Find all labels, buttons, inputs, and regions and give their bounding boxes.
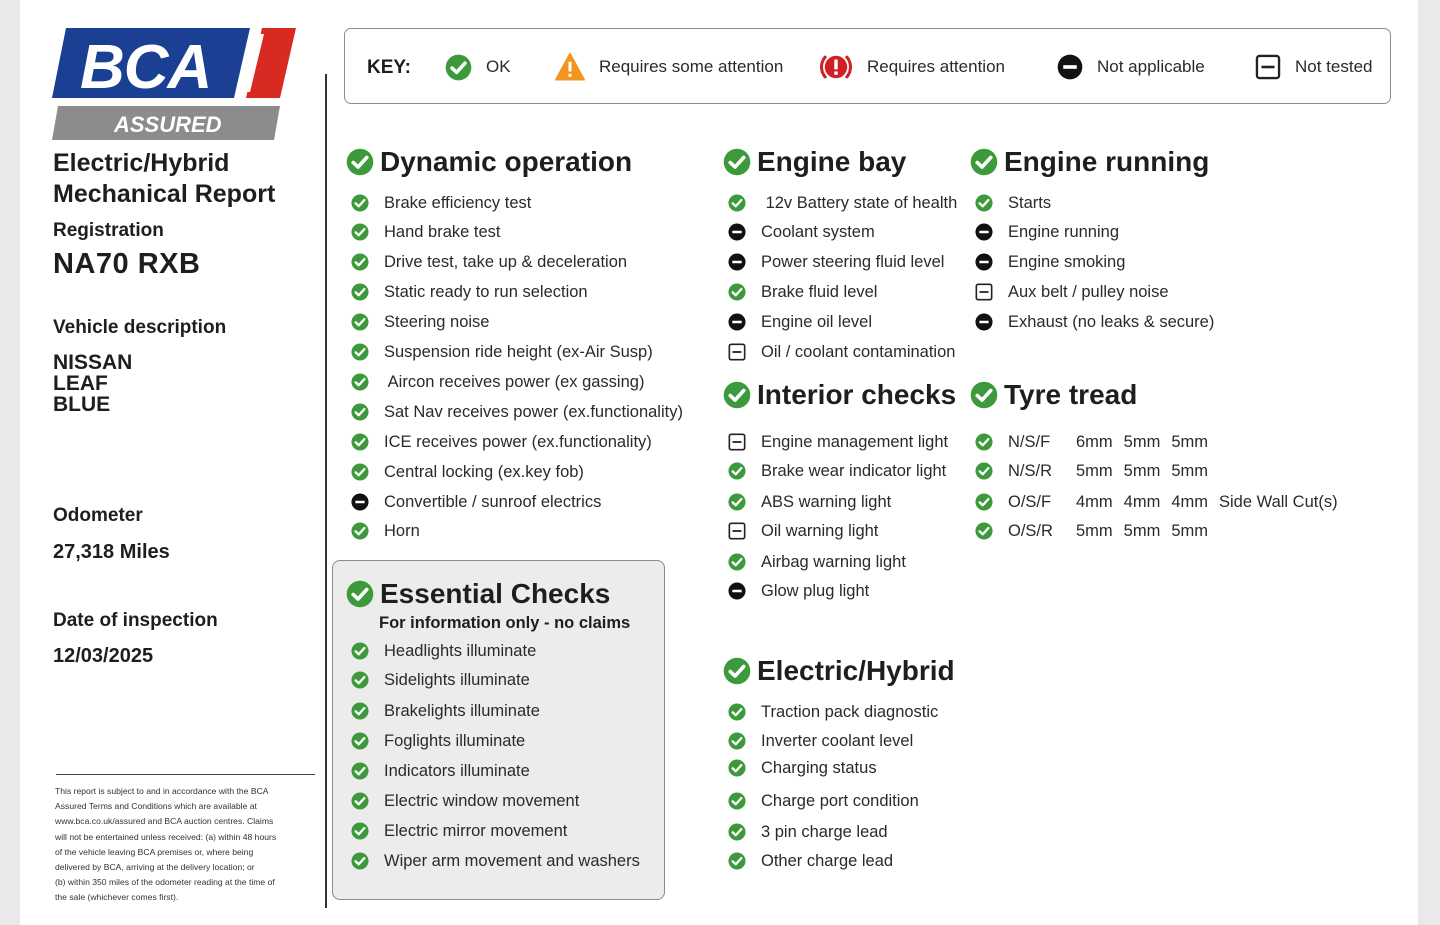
check-item-label: 12v Battery state of health <box>761 193 958 212</box>
section-title-essential-checks <box>346 578 610 610</box>
section-title-text: Essential Checks <box>380 578 611 609</box>
status-key <box>344 28 1391 104</box>
check-item-label: Hand brake test <box>384 222 501 241</box>
check-item <box>728 580 869 602</box>
check-item-label: Other charge lead <box>761 851 894 870</box>
ok-check-icon <box>970 148 998 176</box>
check-item-label: Drive test, take up & deceleration <box>384 252 628 271</box>
tyre-position: O/S/F <box>1008 492 1052 511</box>
section-title-text: Tyre tread <box>1004 379 1138 410</box>
check-item <box>728 821 888 843</box>
ok-check-icon <box>351 403 370 421</box>
check-item-label: Indicators illuminate <box>384 761 530 780</box>
ok-check-icon <box>351 522 370 540</box>
registration-value: NA70 RXB <box>53 248 201 280</box>
section-title-text: Engine bay <box>757 146 907 177</box>
check-item <box>351 341 653 363</box>
check-item-label: Charge port condition <box>761 791 919 810</box>
check-item-label: Electric mirror movement <box>384 821 568 840</box>
check-item-label: ICE receives power (ex.functionality) <box>384 432 652 451</box>
check-item-label: Coolant system <box>761 222 875 241</box>
check-item-label: Glow plug light <box>761 581 870 600</box>
report-page <box>20 0 1418 925</box>
check-item-label: Engine management light <box>761 432 949 451</box>
not-tested-icon <box>728 433 747 451</box>
disclaimer-line: www.bca.co.uk/assured and BCA auction centres. Claims <box>55 816 274 827</box>
not-applicable-icon <box>1057 54 1083 80</box>
ok-check-icon <box>351 313 370 331</box>
check-item-label: Engine oil level <box>761 312 872 331</box>
check-item-label: Suspension ride height (ex-Air Susp) <box>384 342 653 361</box>
check-item-label: Traction pack diagnostic <box>761 702 939 721</box>
not-applicable-icon <box>728 582 747 600</box>
tread-depth: 5mm <box>1076 461 1113 480</box>
ok-check-icon <box>351 702 370 720</box>
ok-check-icon <box>728 283 747 301</box>
ok-check-icon <box>351 762 370 780</box>
ok-check-icon <box>728 703 747 721</box>
tread-depth: 5mm <box>1171 521 1209 540</box>
ok-check-icon <box>351 223 370 241</box>
check-item <box>351 461 584 483</box>
check-item-label: Oil warning light <box>761 521 879 540</box>
check-item <box>728 192 957 214</box>
disclaimer-line: of the vehicle leaving BCA premises or, where being <box>55 846 254 857</box>
section-title-dynamic-operation <box>346 146 632 178</box>
disclaimer-line: the sale (whichever comes first). <box>55 892 179 903</box>
disclaimer-text <box>55 784 323 906</box>
report-title-line1: Electric/Hybrid <box>53 149 230 177</box>
key-item-label: OK <box>486 57 511 76</box>
not-applicable-icon <box>975 253 994 271</box>
not-applicable-icon <box>351 493 370 511</box>
ok-check-icon <box>728 462 747 480</box>
not-applicable-icon <box>728 313 747 331</box>
check-item <box>351 251 627 273</box>
check-item <box>728 251 944 273</box>
registration-label: Registration <box>53 220 164 241</box>
ok-check-icon <box>351 283 370 301</box>
check-item <box>728 431 948 453</box>
ok-check-icon <box>351 822 370 840</box>
check-item-label: Brakelights illuminate <box>384 701 540 720</box>
logo-brand-text: BCA <box>80 33 212 102</box>
disclaimer-line: (b) within 350 miles of the odometer reading at the time of <box>55 877 275 888</box>
check-item <box>728 850 893 872</box>
check-item-label: Steering noise <box>384 312 490 331</box>
ok-check-icon <box>728 852 747 870</box>
report-title <box>53 148 313 210</box>
ok-check-icon <box>975 493 994 511</box>
vehicle-make: NISSAN <box>53 351 133 374</box>
section-title-text: Dynamic operation <box>380 146 633 177</box>
check-item <box>728 460 946 482</box>
check-item <box>728 311 872 333</box>
tread-depth: 6mm <box>1076 432 1113 451</box>
check-item-label: Wiper arm movement and washers <box>384 851 640 870</box>
not-applicable-icon <box>975 223 994 241</box>
tread-depth: 4mm <box>1171 492 1209 511</box>
check-item <box>351 491 601 513</box>
tyre-row <box>975 460 1219 482</box>
ok-check-icon <box>346 148 374 176</box>
check-item <box>351 850 640 872</box>
tread-depth: 5mm <box>1123 521 1161 540</box>
check-item <box>728 491 891 513</box>
ok-check-icon <box>346 580 374 608</box>
ok-check-icon <box>445 54 472 81</box>
column-divider <box>325 74 327 908</box>
check-item-label: Engine smoking <box>1008 252 1126 271</box>
inspection-date-value: 12/03/2025 <box>53 645 154 667</box>
tyre-position: N/S/R <box>1008 461 1053 480</box>
key-label: KEY: <box>367 57 411 78</box>
check-item-label: 3 pin charge lead <box>761 822 888 841</box>
section-title-engine-bay <box>723 146 906 178</box>
check-item <box>728 551 906 573</box>
bca-assured-logo <box>52 26 296 142</box>
check-item-label: Foglights illuminate <box>384 731 526 750</box>
check-item-label: Horn <box>384 521 420 540</box>
ok-check-icon <box>723 381 751 409</box>
check-item-label: Brake fluid level <box>761 282 878 301</box>
ok-check-icon <box>728 493 747 511</box>
ok-check-icon <box>728 759 747 777</box>
check-item <box>975 251 1125 273</box>
check-item <box>351 790 579 812</box>
check-item <box>728 790 919 812</box>
tyre-position: N/S/F <box>1008 432 1051 451</box>
section-title-electric-hybrid <box>723 655 955 687</box>
check-item <box>975 281 1169 303</box>
check-item <box>975 221 1119 243</box>
ok-check-icon <box>723 657 751 685</box>
check-item <box>728 221 875 243</box>
check-item <box>728 730 913 752</box>
ok-check-icon <box>728 553 747 571</box>
tread-depth: 5mm <box>1171 432 1209 451</box>
check-item-label: Sat Nav receives power (ex.functionality) <box>384 402 683 421</box>
odometer-value: 27,318 Miles <box>53 541 170 563</box>
ok-check-icon <box>351 433 370 451</box>
section-title-interior-checks <box>723 379 956 411</box>
check-item <box>351 371 644 393</box>
check-item <box>351 401 683 423</box>
check-item <box>975 311 1214 333</box>
key-item-label: Requires attention <box>867 57 1005 76</box>
section-title-text: Interior checks <box>757 379 957 410</box>
check-item-label: Aux belt / pulley noise <box>1008 282 1169 301</box>
ok-check-icon <box>351 792 370 810</box>
tread-depth: 5mm <box>1171 461 1209 480</box>
check-item-label: Airbag warning light <box>761 552 906 571</box>
ok-check-icon <box>351 253 370 271</box>
ok-check-icon <box>351 373 370 391</box>
check-item-label: Exhaust (no leaks & secure) <box>1008 312 1215 331</box>
section-title-tyre-tread <box>970 379 1137 411</box>
disclaimer-line: Assured Terms and Conditions which are available at <box>55 801 257 812</box>
ok-check-icon <box>351 642 370 660</box>
not-tested-icon <box>1255 54 1281 80</box>
check-item <box>975 192 1051 214</box>
ok-check-icon <box>728 732 747 750</box>
ok-check-icon <box>351 732 370 750</box>
ok-check-icon <box>728 194 747 212</box>
check-item <box>351 192 531 214</box>
check-item-label: Convertible / sunroof electrics <box>384 492 602 511</box>
odometer-label: Odometer <box>53 505 143 526</box>
check-item-label: Static ready to run selection <box>384 282 588 301</box>
check-item <box>728 281 877 303</box>
logo-tagline-text: ASSURED <box>114 112 222 137</box>
ok-check-icon <box>728 823 747 841</box>
tread-depth: 5mm <box>1123 432 1161 451</box>
disclaimer-line: delivered by BCA, arriving at the delivery location; or <box>55 862 255 873</box>
tread-depth: 4mm <box>1123 492 1161 511</box>
report-title-line2: Mechanical Report <box>53 180 276 208</box>
check-item <box>728 757 877 779</box>
tread-depth: 4mm <box>1076 492 1113 511</box>
not-tested-icon <box>728 522 747 540</box>
ok-check-icon <box>351 463 370 481</box>
ok-check-icon <box>351 343 370 361</box>
key-item-not-tested <box>1255 29 1373 105</box>
vehicle-description <box>53 352 132 415</box>
check-item-label: Starts <box>1008 193 1052 212</box>
ok-check-icon <box>975 522 994 540</box>
check-item <box>351 311 490 333</box>
disclaimer-line: will not be entertained unless received: (a) within 48 hours <box>55 831 277 842</box>
check-item-label: ABS warning light <box>761 492 892 511</box>
key-item-label: Not tested <box>1295 57 1373 76</box>
tread-depth: 5mm <box>1123 461 1161 480</box>
key-item-requires-attention <box>819 29 1005 105</box>
inspection-date-label: Date of inspection <box>53 610 218 631</box>
essential-checks-subtitle: For information only - no claims <box>379 614 631 632</box>
ok-check-icon <box>351 194 370 212</box>
check-item <box>351 730 525 752</box>
ok-check-icon <box>351 671 370 689</box>
check-item-label: Power steering fluid level <box>761 252 945 271</box>
check-item <box>351 640 536 662</box>
ok-check-icon <box>975 462 994 480</box>
ok-check-icon <box>723 148 751 176</box>
not-applicable-icon <box>975 313 994 331</box>
check-item-label: Oil / coolant contamination <box>761 342 956 361</box>
section-title-engine-running <box>970 146 1209 178</box>
vehicle-colour: BLUE <box>53 393 111 416</box>
ok-check-icon <box>728 792 747 810</box>
tread-depth: 5mm <box>1076 521 1113 540</box>
check-item-label: Headlights illuminate <box>384 641 537 660</box>
tyre-row <box>975 491 1338 513</box>
key-item-label: Requires some attention <box>599 57 784 76</box>
check-item <box>351 820 567 842</box>
section-title-text: Electric/Hybrid <box>757 655 955 686</box>
check-item <box>351 700 540 722</box>
not-applicable-icon <box>728 223 747 241</box>
key-item-not-applicable <box>1057 29 1205 105</box>
section-title-text: Engine running <box>1004 146 1210 177</box>
check-item <box>351 221 500 243</box>
check-item <box>351 281 588 303</box>
check-item-label: Inverter coolant level <box>761 731 914 750</box>
check-item <box>728 520 878 542</box>
key-item-some-attention <box>555 29 783 105</box>
check-item-label: Aircon receives power (ex gassing) <box>384 372 645 391</box>
disclaimer-divider <box>56 774 315 775</box>
check-item <box>728 341 955 363</box>
check-item-label: Brake efficiency test <box>384 193 532 212</box>
ok-check-icon <box>975 433 994 451</box>
ok-check-icon <box>970 381 998 409</box>
warning-triangle-icon <box>555 52 585 82</box>
tyre-position: O/S/R <box>1008 521 1053 540</box>
check-item <box>351 760 530 782</box>
check-item-label: Engine running <box>1008 222 1120 241</box>
alert-icon <box>819 50 853 84</box>
vehicle-model: LEAF <box>53 372 108 395</box>
check-item-label: Sidelights illuminate <box>384 670 530 689</box>
tyre-note: Side Wall Cut(s) <box>1219 492 1338 511</box>
tyre-row <box>975 431 1219 453</box>
vehicle-description-label: Vehicle description <box>53 317 227 338</box>
key-item-ok <box>445 29 511 105</box>
tyre-row <box>975 520 1219 542</box>
check-item-label: Brake wear indicator light <box>761 461 947 480</box>
check-item-label: Central locking (ex.key fob) <box>384 462 584 481</box>
not-tested-icon <box>728 343 747 361</box>
key-item-label: Not applicable <box>1097 57 1205 76</box>
ok-check-icon <box>351 852 370 870</box>
check-item <box>728 701 938 723</box>
check-item <box>351 431 652 453</box>
check-item <box>351 669 530 691</box>
check-item <box>351 520 420 542</box>
not-tested-icon <box>975 283 994 301</box>
check-item-label: Charging status <box>761 758 877 777</box>
disclaimer-line: This report is subject to and in accordance with the BCA <box>55 786 269 796</box>
not-applicable-icon <box>728 253 747 271</box>
ok-check-icon <box>975 194 994 212</box>
check-item-label: Electric window movement <box>384 791 580 810</box>
